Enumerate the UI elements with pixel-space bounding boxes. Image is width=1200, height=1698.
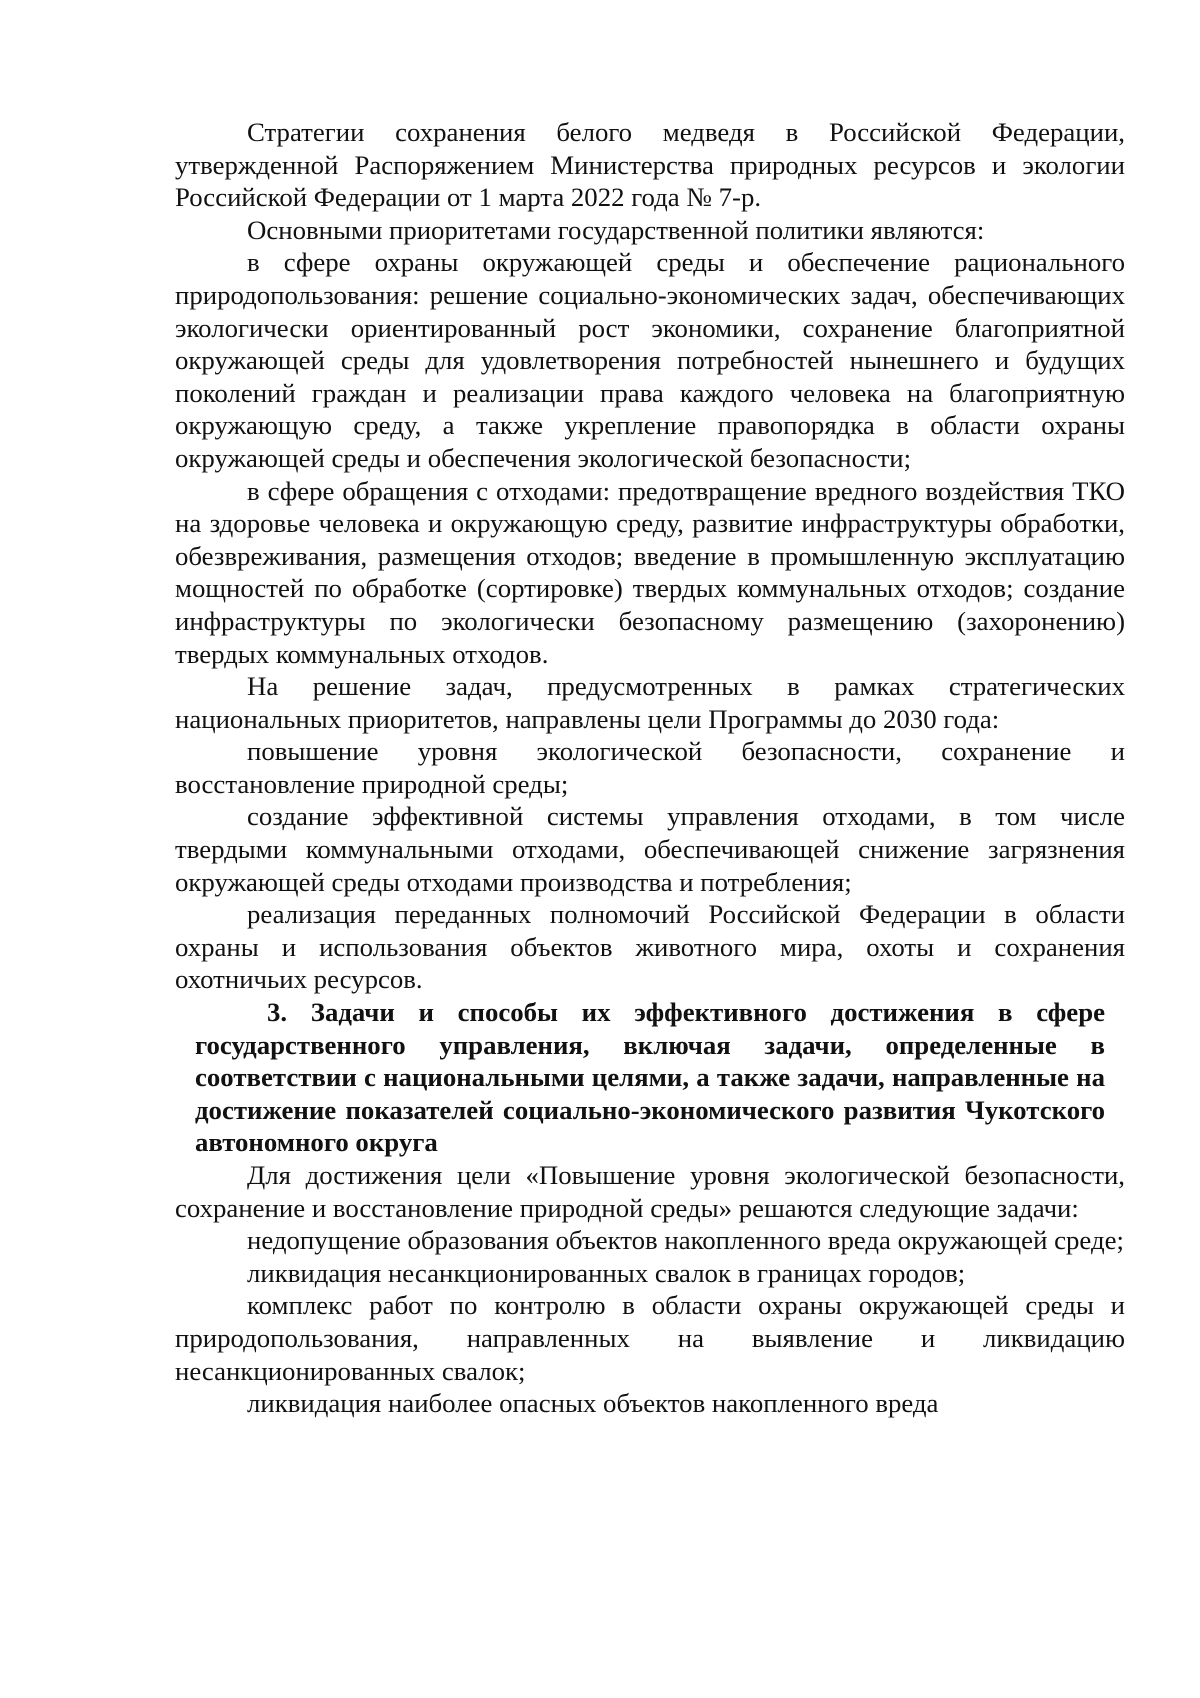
paragraph-task-liquidate-dumps: ликвидация несанкционированных свалок в границах городов; xyxy=(247,1257,966,1288)
section-heading: 3. Задачи и способы их эффективного достижения в сфере государственного управления, включая задачи, определенные в соответствии с национальными целями, а также задачи, направленные на достижение показателей социально-экономического развития Чукотского автономного округа xyxy=(195,997,1105,1158)
paragraph-task-hazardous-objects: ликвидация наиболее опасных объектов накопленного вреда xyxy=(247,1388,939,1419)
paragraph-priorities-intro: Основными приоритетами государственной политики являются: xyxy=(247,214,985,245)
paragraph-goal-waste-system: создание эффективной системы управления отходами, в том числе твердыми коммунальными отходами, обеспечивающей снижение загрязнения окружающей среды отходами производства и потребления; xyxy=(175,801,1125,897)
paragraph-waste-management: в сфере обращения с отходами: предотвращение вредного воздействия ТКО на здоровье человека и окружающую среду, развитие инфраструктуры обработки, обезвреживания, размещения отходов; введение в промышленную эксплуатацию мощностей по обработке (сортировке) твердых коммунальных отходов; создание инфраструктуры по экологически безопасному размещению (захоронению) твердых коммунальных отходов. xyxy=(175,475,1125,669)
paragraph-task-prevent-damage: недопущение образования объектов накопленного вреда окружающей среде; xyxy=(247,1225,1124,1256)
paragraph-goal-ecological-safety: повышение уровня экологической безопасности, сохранение и восстановление природной среды; xyxy=(175,736,1125,799)
document-body xyxy=(175,116,1125,1420)
paragraph-goal-wildlife: реализация переданных полномочий Российской Федерации в области охраны и использования объектов животного мира, охоты и сохранения охотничьих ресурсов. xyxy=(175,899,1125,995)
paragraph-tasks-intro: Для достижения цели «Повышение уровня экологической безопасности, сохранение и восстановление природной среды» решаются следующие задачи: xyxy=(175,1160,1125,1223)
paragraph-task-control-works: комплекс работ по контролю в области охраны окружающей среды и природопользования, направленных на выявление и ликвидацию несанкционированных свалок; xyxy=(175,1290,1125,1386)
paragraph-environment-protection: в сфере охраны окружающей среды и обеспечение рационального природопользования: решение социально-экономических задач, обеспечивающих экологически ориентированный рост экономики, сохранение благоприятной окружающей среды для удовлетворения потребностей нынешнего и будущих поколений граждан и реализации права каждого человека на благоприятную окружающую среду, а также укрепление правопорядка в области охраны окружающей среды и обеспечения экологической безопасности; xyxy=(175,247,1125,473)
paragraph-program-goals-intro: На решение задач, предусмотренных в рамках стратегических национальных приоритетов, направлены цели Программы до 2030 года: xyxy=(175,671,1125,734)
paragraph-strategy-reference: Стратегии сохранения белого медведя в Российской Федерации, утвержденной Распоряжением Министерства природных ресурсов и экологии Российской Федерации от 1 марта 2022 года № 7-р. xyxy=(175,117,1125,213)
